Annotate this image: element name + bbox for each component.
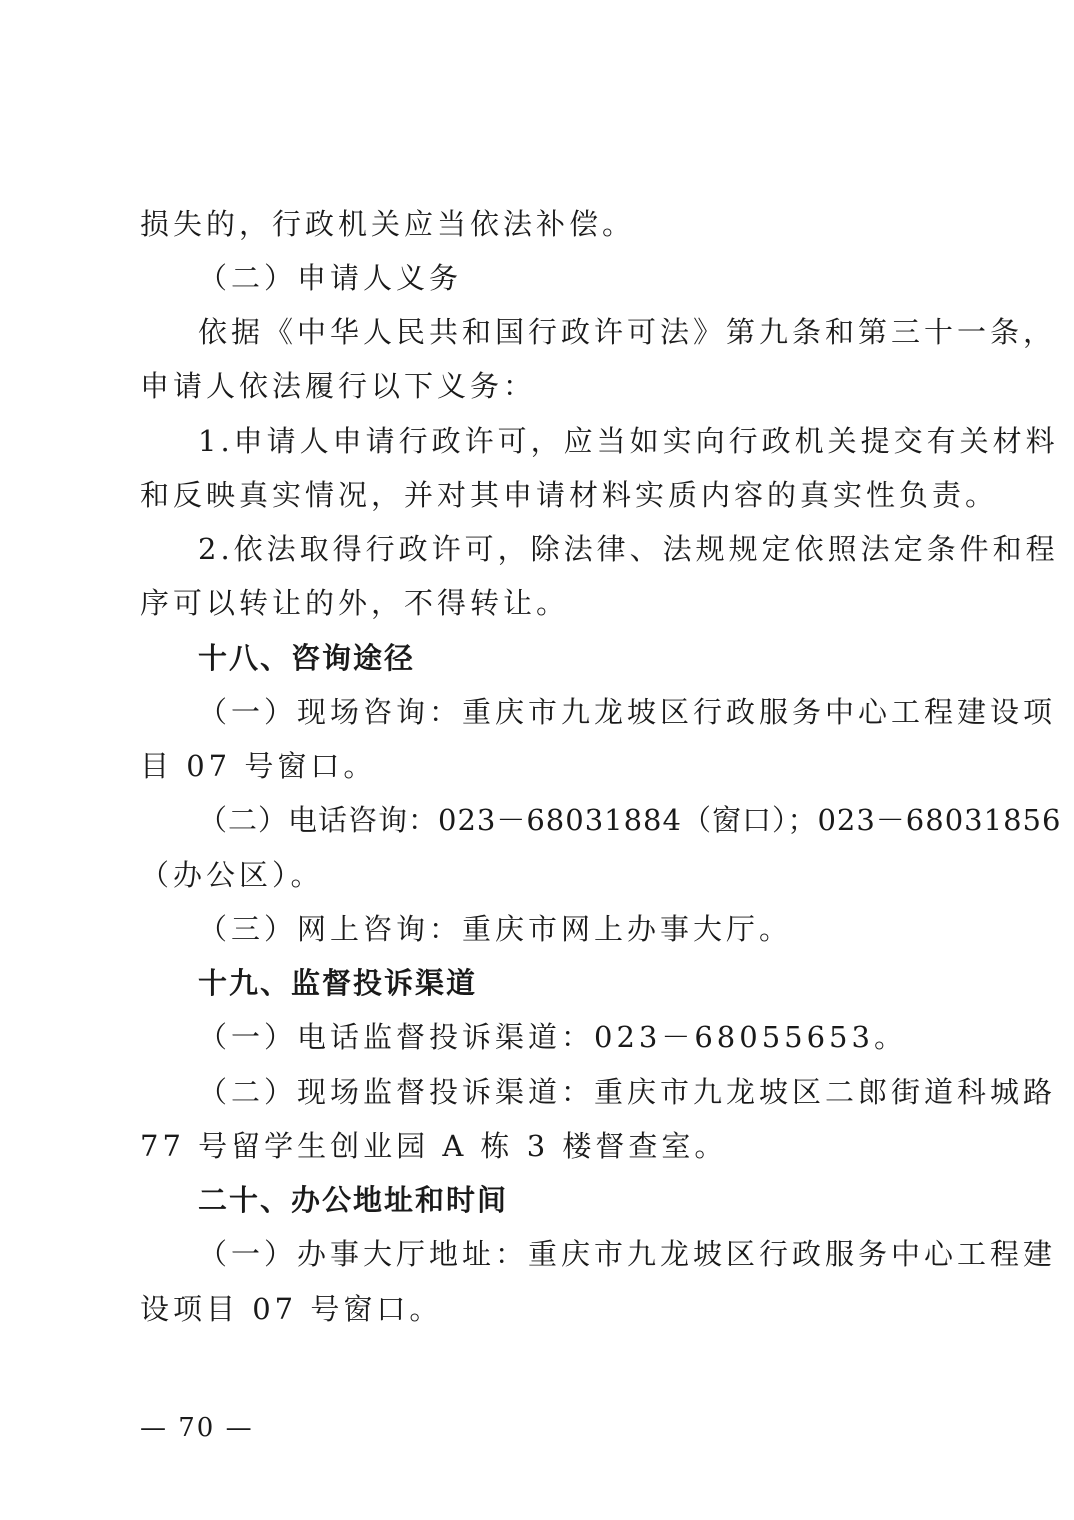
text-line: 目 07 号窗口。 bbox=[140, 749, 377, 783]
text-line: 1.申请人申请行政许可，应当如实向行政机关提交有关材料 bbox=[198, 424, 1059, 458]
text-line: （一）现场咨询：重庆市九龙坡区行政服务中心工程建设项 bbox=[198, 695, 1057, 729]
text-line: （一）办事大厅地址：重庆市九龙坡区行政服务中心工程建 bbox=[198, 1237, 1057, 1271]
text-line: 2.依法取得行政许可，除法律、法规规定依照法定条件和程 bbox=[198, 532, 1059, 566]
section-heading: 十八、咨询途径 bbox=[198, 641, 416, 675]
text-line: （三）网上咨询：重庆市网上办事大厅。 bbox=[198, 912, 793, 946]
text-line: （二）电话咨询：023－68031884（窗口）；023－68031856 bbox=[198, 803, 1062, 837]
text-line: 损失的，行政机关应当依法补偿。 bbox=[140, 207, 636, 241]
text-line: 77 号留学生创业园 A 栋 3 楼督查室。 bbox=[140, 1129, 728, 1163]
section-heading: 十九、监督投诉渠道 bbox=[198, 966, 478, 1000]
text-line: 序可以转让的外，不得转让。 bbox=[140, 586, 570, 620]
section-heading: 二十、办公地址和时间 bbox=[198, 1183, 509, 1217]
text-line: 申请人依法履行以下义务： bbox=[140, 369, 537, 403]
section-subheading: （二）申请人义务 bbox=[198, 261, 463, 295]
text-line: 依据《中华人民共和国行政许可法》第九条和第三十一条， bbox=[198, 315, 1057, 349]
text-line: 设项目 07 号窗口。 bbox=[140, 1292, 443, 1326]
page-number: — 70 — bbox=[140, 1413, 254, 1443]
text-line: （二）现场监督投诉渠道：重庆市九龙坡区二郎街道科城路 bbox=[198, 1075, 1057, 1109]
text-line: 和反映真实情况，并对其申请材料实质内容的真实性负责。 bbox=[140, 478, 999, 512]
text-line: （一）电话监督投诉渠道：023－68055653。 bbox=[198, 1020, 907, 1054]
text-line: （办公区）。 bbox=[140, 858, 324, 892]
